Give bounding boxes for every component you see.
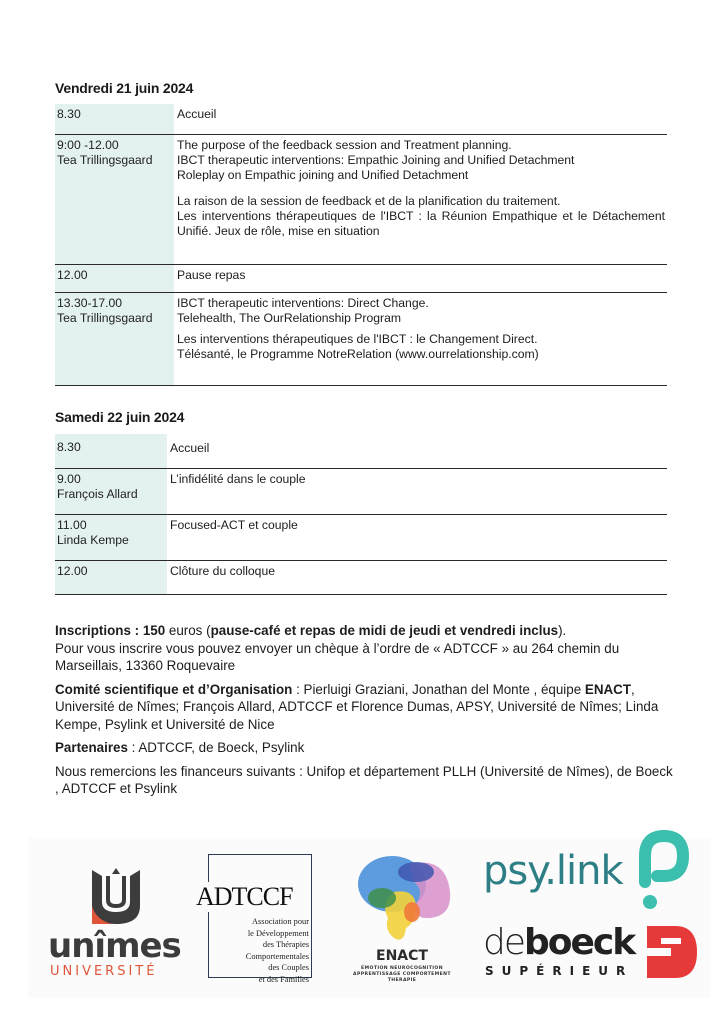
time-cell <box>55 560 167 594</box>
deboeck-wordmark <box>483 922 634 963</box>
table-row <box>55 468 667 514</box>
time-cell <box>55 468 167 514</box>
adtccf-title: ADTCCF <box>196 882 293 911</box>
table-row <box>55 264 667 292</box>
saturday-heading: Samedi 22 juin 2024 <box>55 409 185 425</box>
partners-text: : ADTCCF, de Boeck, Psylink <box>127 740 305 755</box>
price-includes: pause-café et repas de midi de jeudi et vendredi inclus <box>210 623 559 638</box>
time-cell <box>55 434 167 468</box>
table-row <box>55 134 667 264</box>
committee-text: , Université de Nîmes; François Allard, ADTCCF et Florence Dumas, APSY, Université de Nîmes; Linda Kempe, Psylink et Université de Nice <box>55 681 659 732</box>
psylink-wordmark: psy.link <box>483 848 623 894</box>
adtccf-subtitle <box>246 916 309 985</box>
adtccf-logo <box>196 850 321 990</box>
price-value: 150 <box>142 623 166 638</box>
session-line-fr: La raison de la session de feedback et de la planification du traitement. <box>177 193 561 208</box>
session-title: Pause repas <box>177 267 246 282</box>
session-line-en: IBCT therapeutic interventions: Empathic Joining and Unified Detachment <box>177 152 575 167</box>
deboeck-de: de <box>483 922 524 963</box>
enact-subtitle-line: APPRENTISSAGE COMPORTEMENT <box>353 972 451 977</box>
session-title: Clôture du colloque <box>170 563 276 578</box>
session-cell <box>174 104 667 134</box>
friday-schedule-table <box>55 104 667 386</box>
adtccf-subtitle-line: le Développement <box>247 928 309 938</box>
enact-title: ENACT <box>376 948 428 964</box>
psylink-logo <box>483 830 703 912</box>
time-cell <box>55 134 174 264</box>
info-section <box>55 622 675 804</box>
session-line-fr: Les interventions thérapeutiques de l'IBCT : la Réunion Empathique et le Détachement Unifié. Jeux de rôle, mise en situation <box>177 208 665 238</box>
enact-subtitle-line: THERAPIE <box>387 978 417 983</box>
table-row <box>55 560 667 594</box>
table-row <box>55 514 667 560</box>
enact-logo <box>340 850 464 995</box>
time-label: 9.00 <box>57 471 81 486</box>
session-title: L’infidélité dans le couple <box>170 471 306 486</box>
deboeck-logo <box>483 922 703 982</box>
session-line-fr: Les interventions thérapeutiques de l'IBCT : le Changement Direct. <box>177 331 538 346</box>
inscriptions-paragraph <box>55 622 675 675</box>
time-cell <box>55 104 174 134</box>
committee-paragraph <box>55 681 675 734</box>
session-line-en: The purpose of the feedback session and Treatment planning. <box>177 137 512 152</box>
unimes-emblem-icon <box>88 866 144 928</box>
friday-heading: Vendredi 21 juin 2024 <box>55 80 194 96</box>
session-cell <box>167 560 667 594</box>
price-unit: euros ( <box>165 623 211 638</box>
table-row <box>55 292 667 385</box>
enact-subtitle <box>340 966 464 984</box>
session-title: Accueil <box>170 441 210 455</box>
session-cell <box>174 292 667 385</box>
session-line-en: Telehealth, The OurRelationship Program <box>177 310 402 325</box>
session-line-en: Roleplay on Empathic joining and Unified Detachment <box>177 167 469 182</box>
table-row <box>55 434 667 468</box>
time-cell <box>55 292 174 385</box>
thanks-paragraph: Nous remercions les financeurs suivants : Unifop et département PLLH (Université de Nîmes), de Boeck , ADTCCF et Psylink <box>55 763 673 796</box>
time-label: 12.00 <box>57 267 88 282</box>
adtccf-subtitle-line: des Couples <box>268 963 309 972</box>
time-label: 11.00 <box>57 517 87 532</box>
saturday-schedule-table <box>55 434 667 595</box>
committee-enact: ENACT <box>584 681 632 697</box>
partners-label: Partenaires <box>55 740 128 755</box>
time-label: 9:00 -12.00 <box>57 137 119 152</box>
time-label: 13.30-17.00 <box>57 295 123 310</box>
table-row <box>55 104 667 134</box>
session-line-fr: Télésanté, le Programme NotreRelation (www.ourrelationship.com) <box>177 346 539 361</box>
session-cell <box>174 134 667 264</box>
adtccf-subtitle-line: des Thérapies <box>262 940 309 949</box>
session-cell <box>167 434 667 468</box>
session-title: Focused-ACT et couple <box>170 517 298 532</box>
adtccf-subtitle-line: Association pour <box>252 917 309 926</box>
speaker-name: Linda Kempe <box>57 532 129 547</box>
enact-subtitle-line: EMOTION NEUROCOGNITION <box>361 966 443 971</box>
price-close: ). <box>558 623 567 638</box>
deboeck-b-icon <box>647 926 697 978</box>
unimes-wordmark: unîmes <box>48 926 181 966</box>
inscription-instructions: Pour vous inscrire vous pouvez envoyer un chèque à l’ordre de « ADTCCF » au 264 chemin du Marseillais, 13360 Roquevaire <box>55 640 620 673</box>
unimes-subtitle: UNIVERSITÉ <box>50 964 158 979</box>
time-label: 8.30 <box>57 440 81 454</box>
session-cell <box>174 264 667 292</box>
time-cell <box>55 514 167 560</box>
committee-text: : Pierluigi Graziani, Jonathan del Monte , équipe <box>292 681 585 697</box>
time-cell <box>55 264 174 292</box>
speaker-name: François Allard <box>57 486 138 501</box>
psylink-p-icon <box>637 830 689 910</box>
speaker-name: Tea Trillingsgaard <box>57 310 153 325</box>
adtccf-subtitle-line: et des Familles <box>258 974 309 984</box>
time-label: 8.30 <box>57 107 81 121</box>
enact-brain-icon <box>354 852 454 944</box>
time-label: 12.00 <box>57 563 88 578</box>
unimes-logo <box>46 860 186 980</box>
session-cell <box>167 468 667 514</box>
committee-label: Comité scientifique et d’Organisation <box>55 681 293 697</box>
partner-logos <box>28 838 710 998</box>
session-title: Accueil <box>177 107 217 121</box>
adtccf-subtitle-line: Comportementales <box>245 951 309 961</box>
deboeck-subtitle: SUPÉRIEUR <box>485 964 634 978</box>
speaker-name: Tea Trillingsgaard <box>57 152 153 167</box>
inscriptions-label: Inscriptions : <box>55 623 140 638</box>
session-line-en: IBCT therapeutic interventions: Direct Change. <box>177 295 429 310</box>
deboeck-boeck: boeck <box>524 922 635 963</box>
partners-paragraph <box>55 739 675 757</box>
session-cell <box>167 514 667 560</box>
